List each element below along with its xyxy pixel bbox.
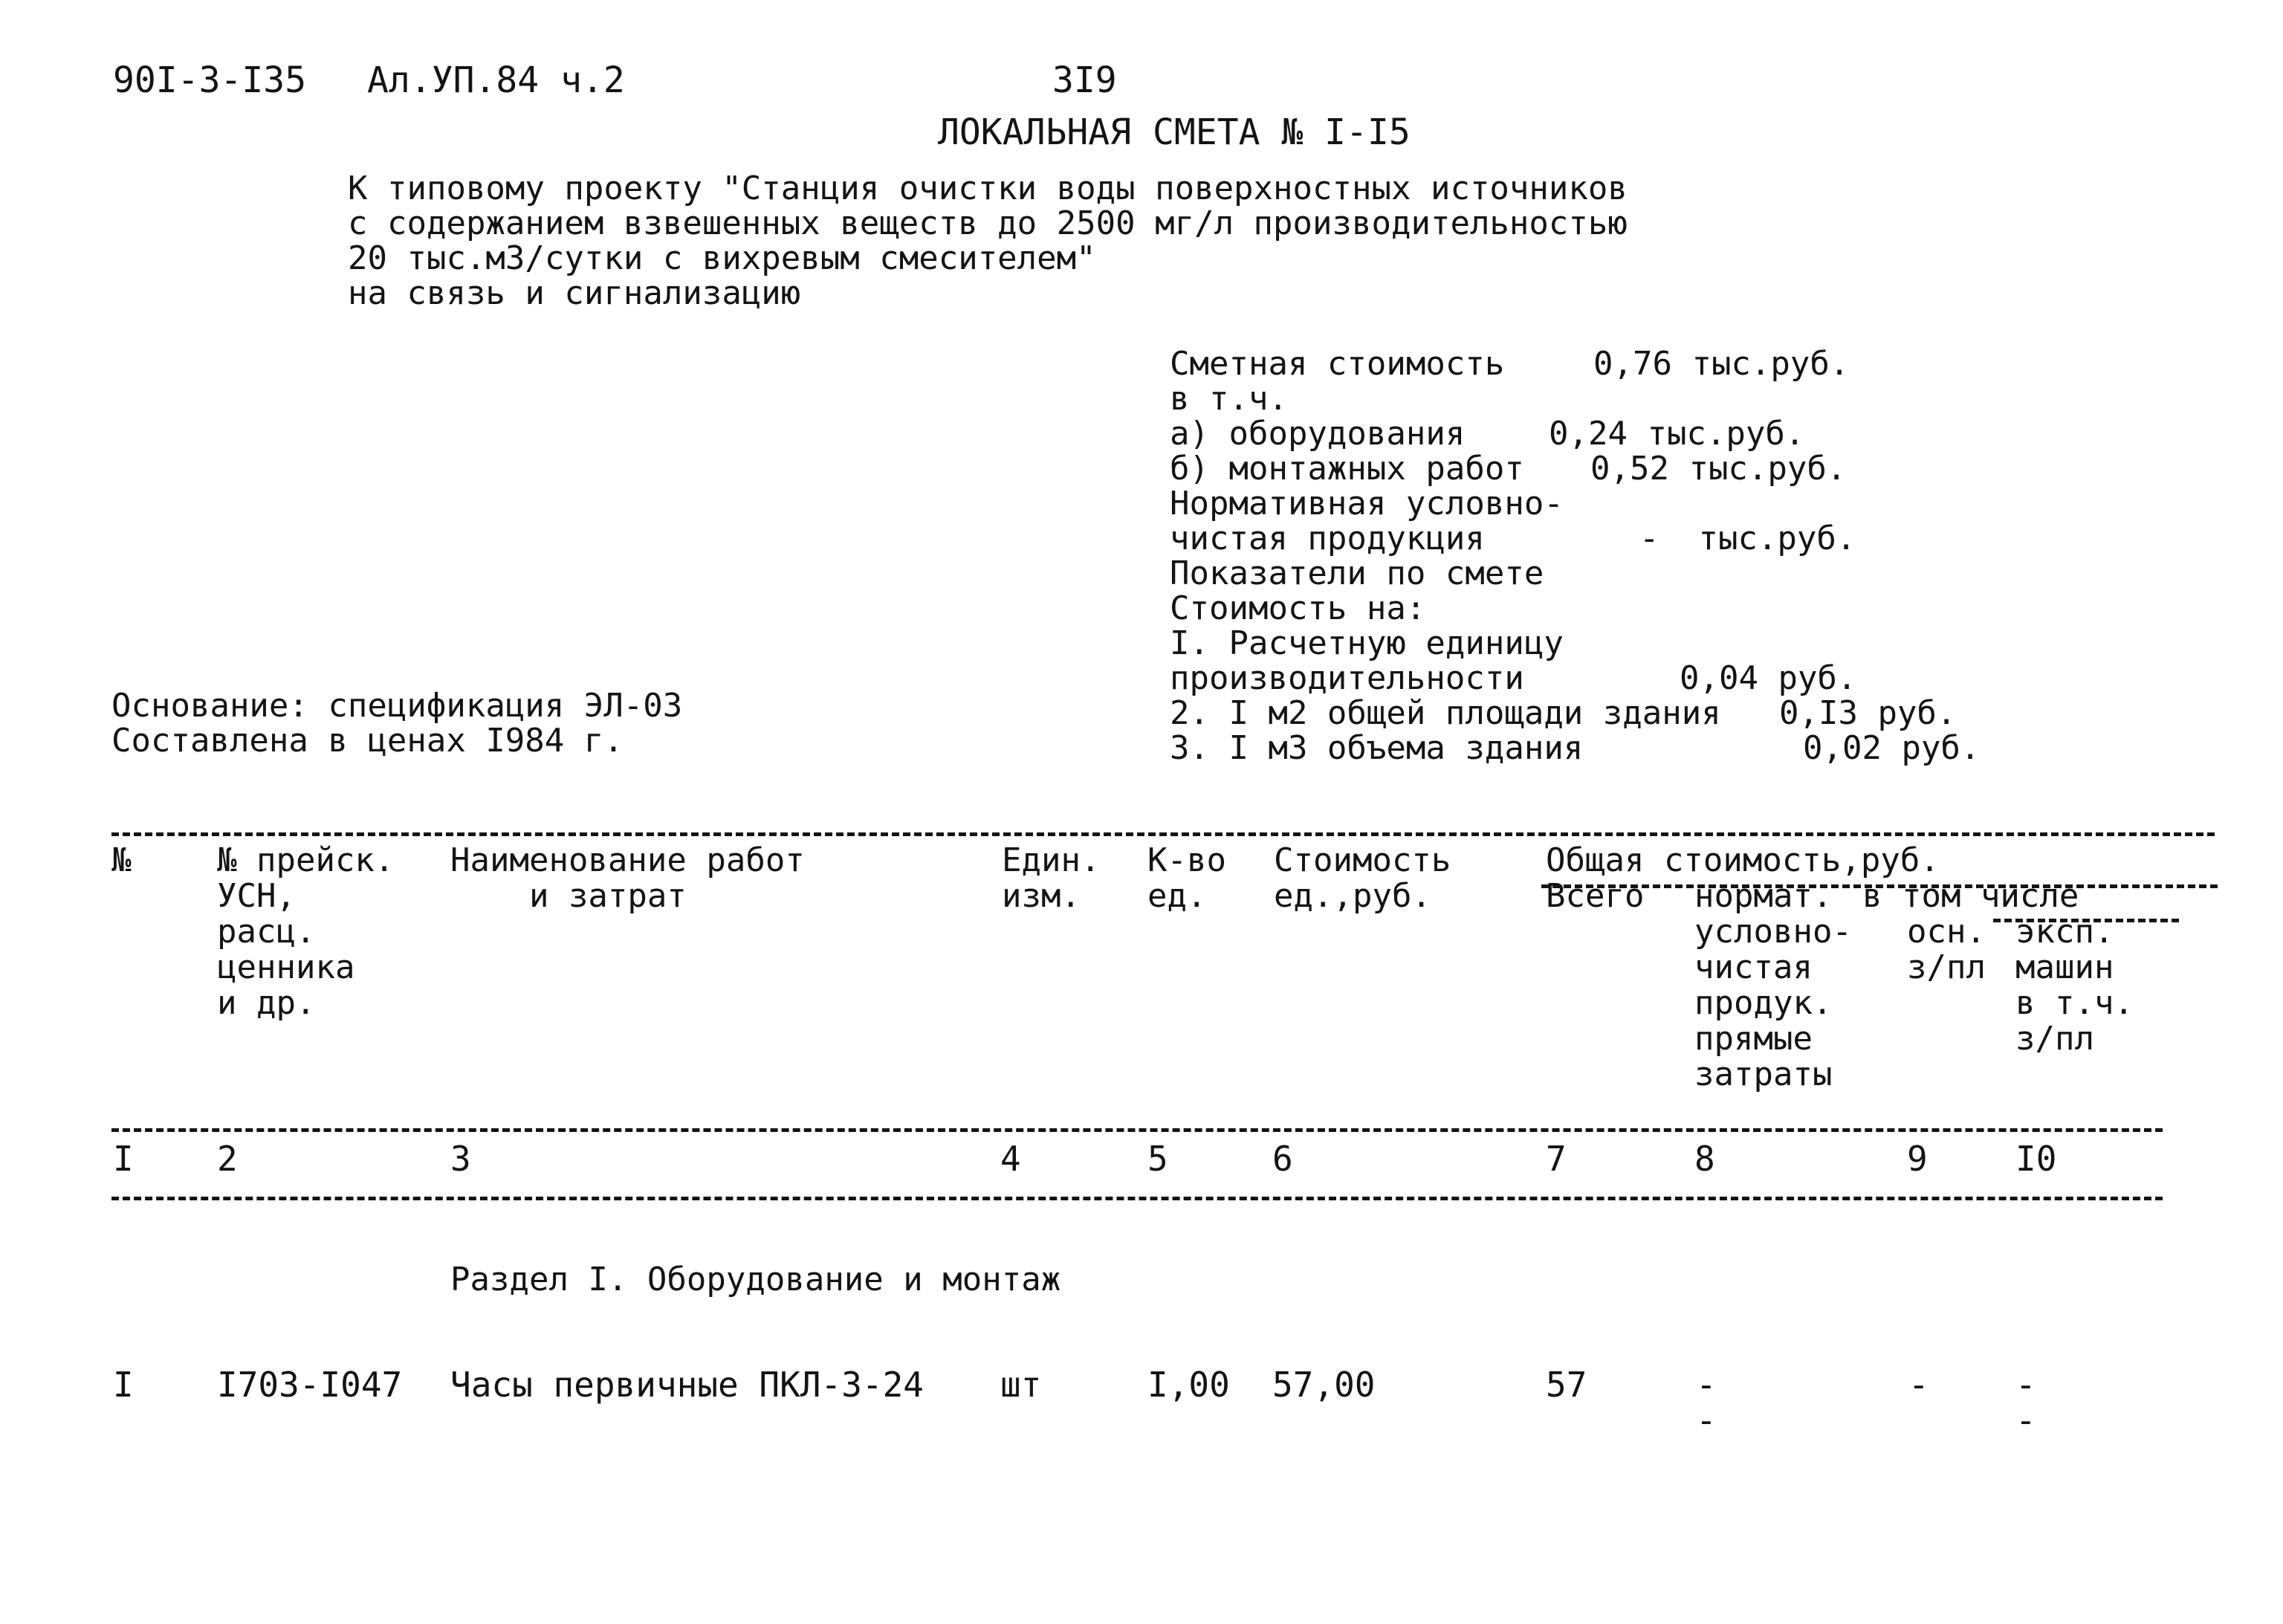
column-number: 5 — [1147, 1139, 1168, 1179]
normative-output-value: - тыс.руб. — [1639, 520, 1856, 557]
equipment-cost-label: а) оборудования — [1170, 415, 1466, 453]
estimated-cost-value: 0,76 тыс.руб. — [1593, 345, 1850, 383]
header-bottom-rule — [111, 1128, 2163, 1132]
header-total-cost-group: Общая стоимость,руб. — [1546, 841, 1940, 879]
album-ref: Ал.УП.84 ч.2 — [367, 59, 625, 101]
column-number: I — [113, 1139, 134, 1179]
row-normative-direct: - — [1696, 1365, 1717, 1405]
unit-capacity-label: производительности — [1170, 659, 1524, 697]
table-top-rule — [111, 832, 2215, 836]
description-line: 20 тыс.м3/сутки с вихревым смесителем" — [348, 239, 1096, 277]
installation-cost-label: б) монтажных работ — [1170, 450, 1524, 488]
normative-output-label: чистая продукция — [1170, 520, 1485, 557]
basis-line: Составлена в ценах I984 г. — [111, 722, 624, 760]
row-number: I — [113, 1365, 134, 1405]
row-machine-ops-sub: - — [2015, 1400, 2036, 1440]
row-price-code: I703-I047 — [217, 1365, 403, 1405]
installation-cost-value: 0,52 тыс.руб. — [1590, 450, 1847, 488]
description-line: с содержанием взвешенных веществ до 2500 мг/л производительностью — [348, 204, 1628, 242]
header-unit: Един. изм. — [1002, 841, 1101, 915]
column-number: 2 — [217, 1139, 238, 1179]
header-work-name: Наименование работ и затрат — [450, 841, 805, 915]
section-title: Раздел I. Оборудование и монтаж — [450, 1261, 1061, 1298]
column-number: I0 — [2015, 1139, 2057, 1179]
column-number: 4 — [1000, 1139, 1021, 1179]
row-unit: шт — [1000, 1365, 1042, 1405]
header-price-code: № прейск. УСН, расц. ценника и др. — [217, 841, 395, 1022]
column-number: 9 — [1907, 1139, 1928, 1179]
row-unit-cost: 57,00 — [1272, 1365, 1376, 1405]
header-including: в том числе — [1862, 877, 2079, 915]
column-numbers-rule — [111, 1197, 2163, 1200]
column-number: 6 — [1272, 1139, 1293, 1179]
header-unit-cost: Стоимость ед.,руб. — [1274, 841, 1451, 915]
floor-area-value: 0,I3 руб. — [1779, 694, 1957, 732]
description-line: К типовому проекту "Станция очистки воды поверхностных источников — [348, 169, 1628, 207]
row-machine-ops: - — [2015, 1365, 2036, 1405]
building-volume-value: 0,02 руб. — [1803, 729, 1981, 767]
estimated-cost-label: Сметная стоимость — [1170, 345, 1505, 383]
unit-capacity-label: I. Расчетную единицу — [1170, 624, 1564, 662]
equipment-cost-value: 0,24 тыс.руб. — [1549, 415, 1805, 453]
header-normative-direct: нормат. условно- чистая продук. прямые затраты — [1694, 877, 1852, 1093]
header-machine-ops: эксп. машин в т.ч. з/пл — [2015, 913, 2134, 1058]
header-row-number: № — [111, 841, 132, 879]
column-number: 8 — [1694, 1139, 1715, 1179]
row-quantity: I,00 — [1147, 1365, 1230, 1405]
row-total: 57 — [1546, 1365, 1587, 1405]
row-work-name: Часы первичные ПКЛ-3-24 — [450, 1365, 924, 1405]
normative-output-label: Нормативная условно- — [1170, 485, 1564, 523]
building-volume-label: 3. I м3 объема здания — [1170, 729, 1584, 767]
description-line: на связь и сигнализацию — [348, 274, 801, 312]
including-label: в т.ч. — [1170, 380, 1288, 418]
unit-capacity-value: 0,04 руб. — [1680, 659, 1857, 697]
row-normative-direct-sub: - — [1696, 1400, 1717, 1440]
indicators-heading: Показатели по смете — [1170, 554, 1544, 592]
header-quantity: К-во ед. — [1147, 841, 1226, 915]
project-code: 90I-3-I35 — [113, 59, 307, 101]
column-number: 7 — [1546, 1139, 1567, 1179]
header-total: Всего — [1546, 877, 1645, 915]
floor-area-label: 2. I м2 общей площади здания — [1170, 694, 1721, 732]
document-title: ЛОКАЛЬНАЯ СМЕТА № I-I5 — [938, 111, 1411, 153]
basis-line: Основание: спецификация ЭЛ-03 — [111, 687, 683, 725]
header-base-wage: осн. з/пл — [1907, 913, 1986, 986]
page-number: 3I9 — [1052, 59, 1117, 101]
column-number: 3 — [450, 1139, 471, 1179]
row-base-wage: - — [1908, 1365, 1929, 1405]
cost-per-heading: Стоимость на: — [1170, 589, 1426, 627]
